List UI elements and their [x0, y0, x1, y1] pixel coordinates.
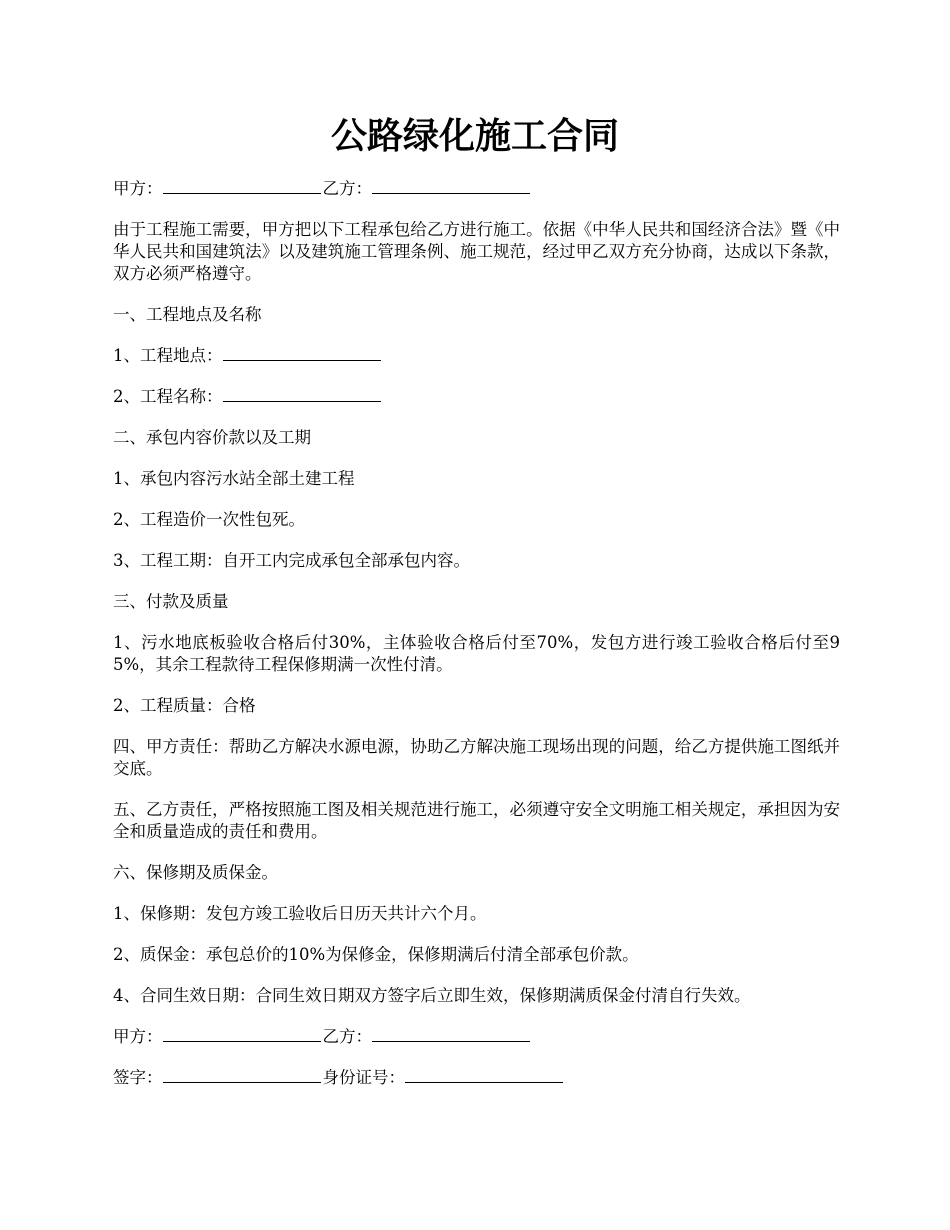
section2-item1: 1、承包内容污水站全部土建工程 — [113, 469, 355, 488]
party-a-label: 甲方： — [113, 179, 163, 198]
section6-heading: 六、保修期及质保金。 — [113, 863, 278, 882]
party-line-top — [113, 178, 840, 200]
party-a-blank — [163, 179, 321, 194]
party-b-blank — [372, 179, 530, 194]
signature-sign-line — [113, 1067, 840, 1089]
signature-sign-blank — [163, 1068, 321, 1083]
section2-item2: 2、工程造价一次性包死。 — [113, 510, 305, 529]
signature-id-label: 身份证号： — [322, 1068, 405, 1087]
section1-heading: 一、工程地点及名称 — [113, 305, 262, 324]
signature-party-a-blank — [163, 1027, 321, 1042]
project-name-label: 2、工程名称： — [113, 387, 223, 406]
signature-party-b-label: 乙方： — [322, 1027, 372, 1046]
project-location-label: 1、工程地点： — [113, 346, 223, 365]
signature-party-b-blank — [372, 1027, 530, 1042]
intro-paragraph: 由于工程施工需要，甲方把以下工程承包给乙方进行施工。依据《中华人民共和国经济合法》暨《中华人民共和国建筑法》以及建筑施工管理条例、施工规范，经过甲乙双方充分协商，达成以下条款，双方必须严格遵守。 — [113, 220, 840, 283]
signature-id-blank — [405, 1068, 563, 1083]
section5-paragraph: 五、乙方责任，严格按照施工图及相关规范进行施工，必须遵守安全文明施工相关规定，承担因为安全和质量造成的责任和费用。 — [113, 800, 840, 841]
signature-party-a-label: 甲方： — [113, 1027, 163, 1046]
section3-heading: 三、付款及质量 — [113, 592, 229, 611]
project-location-line — [113, 345, 840, 367]
section2-item3: 3、工程工期：自开工内完成承包全部承包内容。 — [113, 551, 470, 570]
project-location-blank — [223, 346, 381, 361]
section3-item2: 2、工程质量：合格 — [113, 696, 256, 715]
document-title: 公路绿化施工合同 — [330, 115, 619, 157]
section6-item1: 1、保修期：发包方竣工验收后日历天共计六个月。 — [113, 904, 487, 923]
section6-item2: 2、质保金：承包总价的10%为保修金，保修期满后付清全部承包价款。 — [113, 945, 639, 964]
project-name-blank — [223, 387, 381, 402]
document-body — [113, 178, 840, 1108]
section6-item4: 4、合同生效日期：合同生效日期双方签字后立即生效，保修期满质保金付清自行失效。 — [113, 986, 751, 1005]
signature-party-line — [113, 1026, 840, 1048]
section2-heading: 二、承包内容价款以及工期 — [113, 428, 311, 447]
signature-sign-label: 签字： — [113, 1068, 163, 1087]
section3-item1: 1、污水地底板验收合格后付30%，主体验收合格后付至70%，发包方进行竣工验收合格后付至95%，其余工程款待工程保修期满一次性付清。 — [113, 633, 840, 674]
section4-paragraph: 四、甲方责任：帮助乙方解决水源电源，协助乙方解决施工现场出现的问题，给乙方提供施工图纸并交底。 — [113, 737, 840, 778]
project-name-line — [113, 386, 840, 408]
party-b-label: 乙方： — [322, 179, 372, 198]
